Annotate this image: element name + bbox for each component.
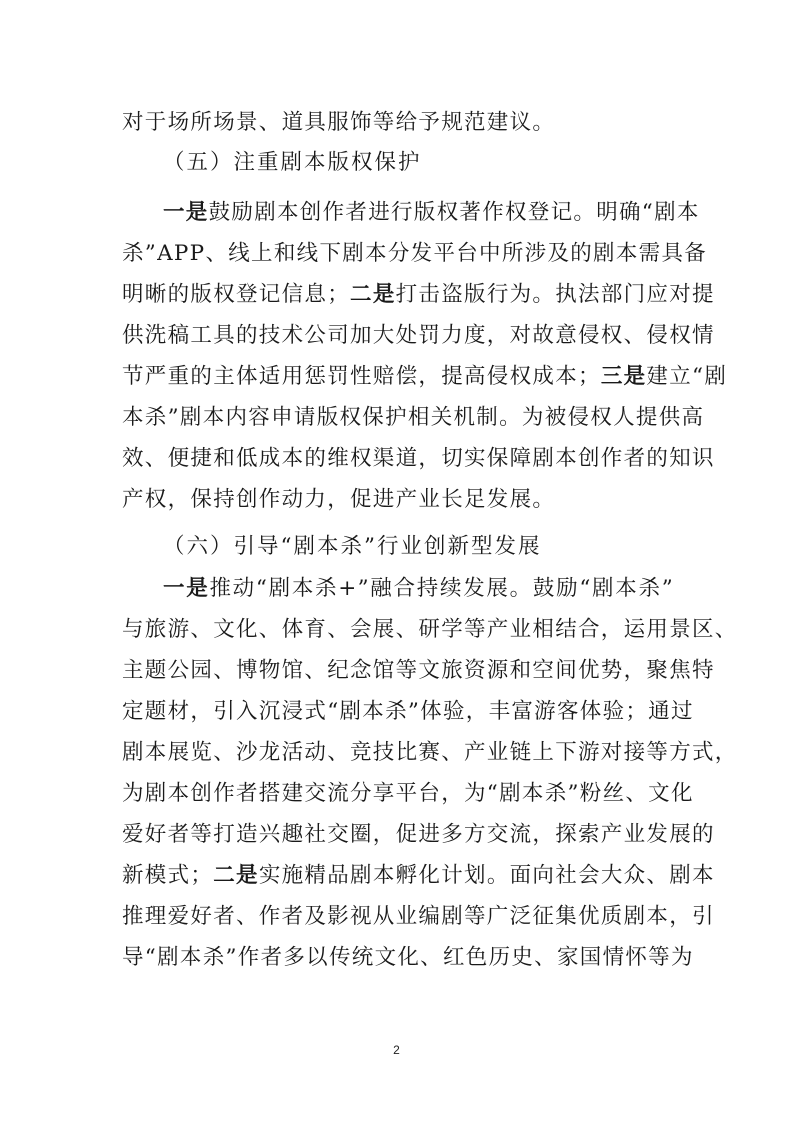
- paragraph-line: 效、便捷和低成本的维权渠道，切实保障剧本创作者的知识: [122, 446, 715, 471]
- line-text: 节严重的主体适用惩罚性赔偿，提高侵权成本；: [122, 364, 601, 389]
- paragraph-line: 杀”APP、线上和线下剧本分发平台中所涉及的剧本需具备: [122, 241, 708, 266]
- line-text: 明晰的版权登记信息；: [122, 282, 351, 307]
- paragraph-line: 为剧本创作者搭建交流分享平台，为“剧本杀”粉丝、文化: [122, 781, 694, 806]
- page-number: 2: [393, 1043, 400, 1057]
- bold-lead: 三是: [600, 364, 647, 389]
- bold-lead: 二是: [213, 863, 259, 888]
- line-text: 新模式；: [122, 863, 214, 888]
- paragraph-line: 推理爱好者、作者及影视从业编剧等广泛征集优质剧本，引: [122, 904, 715, 929]
- paragraph-line: 对于场所场景、道具服饰等给予规范建议。: [122, 110, 556, 135]
- line-text: 实施精品剧本孵化计划。面向社会大众、剧本: [258, 863, 715, 888]
- paragraph-line: 剧本展览、沙龙活动、竞技比赛、产业链上下游对接等方式，: [122, 740, 738, 765]
- paragraph-line: [163, 577, 674, 601]
- paragraph-line: [163, 200, 700, 225]
- paragraph-line: 产权，保持创作动力，促进产业长足发展。: [122, 487, 556, 512]
- line-text: 推动“剧本杀+”融合持续发展。鼓励“剧本杀”: [209, 576, 674, 601]
- paragraph-line: 定题材，引入沉浸式“剧本杀”体验，丰富游客体验；通过: [122, 699, 694, 724]
- paragraph-line: 爱好者等打造兴趣社交圈，促进多方交流，探索产业发展的: [122, 822, 715, 847]
- paragraph-line: 本杀”剧本内容申请版权保护相关机制。为被侵权人提供高: [122, 405, 705, 430]
- paragraph-line: [122, 282, 715, 307]
- section-heading-6: （六）引导“剧本杀”行业创新型发展: [163, 534, 542, 559]
- paragraph-line: 导“剧本杀”作者多以传统文化、红色历史、家国情怀等为: [122, 945, 694, 970]
- section-heading-5: （五）注重剧本版权保护: [163, 150, 422, 175]
- paragraph-line: [122, 364, 728, 389]
- bold-lead: 二是: [350, 282, 396, 307]
- paragraph-line: [122, 863, 715, 888]
- line-text: 打击盗版行为。执法部门应对提: [395, 282, 715, 307]
- paragraph-line: 供洗稿工具的技术公司加大处罚力度，对故意侵权、侵权情: [122, 323, 715, 348]
- paragraph-line: 主题公园、博物馆、纪念馆等文旅资源和空间优势，聚焦特: [122, 658, 715, 683]
- line-text: 建立“剧: [646, 364, 728, 389]
- line-text: 鼓励剧本创作者进行版权著作权登记。明确“剧本: [208, 200, 700, 225]
- paragraph-line: 与旅游、文化、体育、会展、研学等产业相结合，运用景区、: [122, 617, 738, 642]
- bold-lead: 一是: [163, 576, 210, 601]
- bold-lead: 一是: [163, 200, 209, 225]
